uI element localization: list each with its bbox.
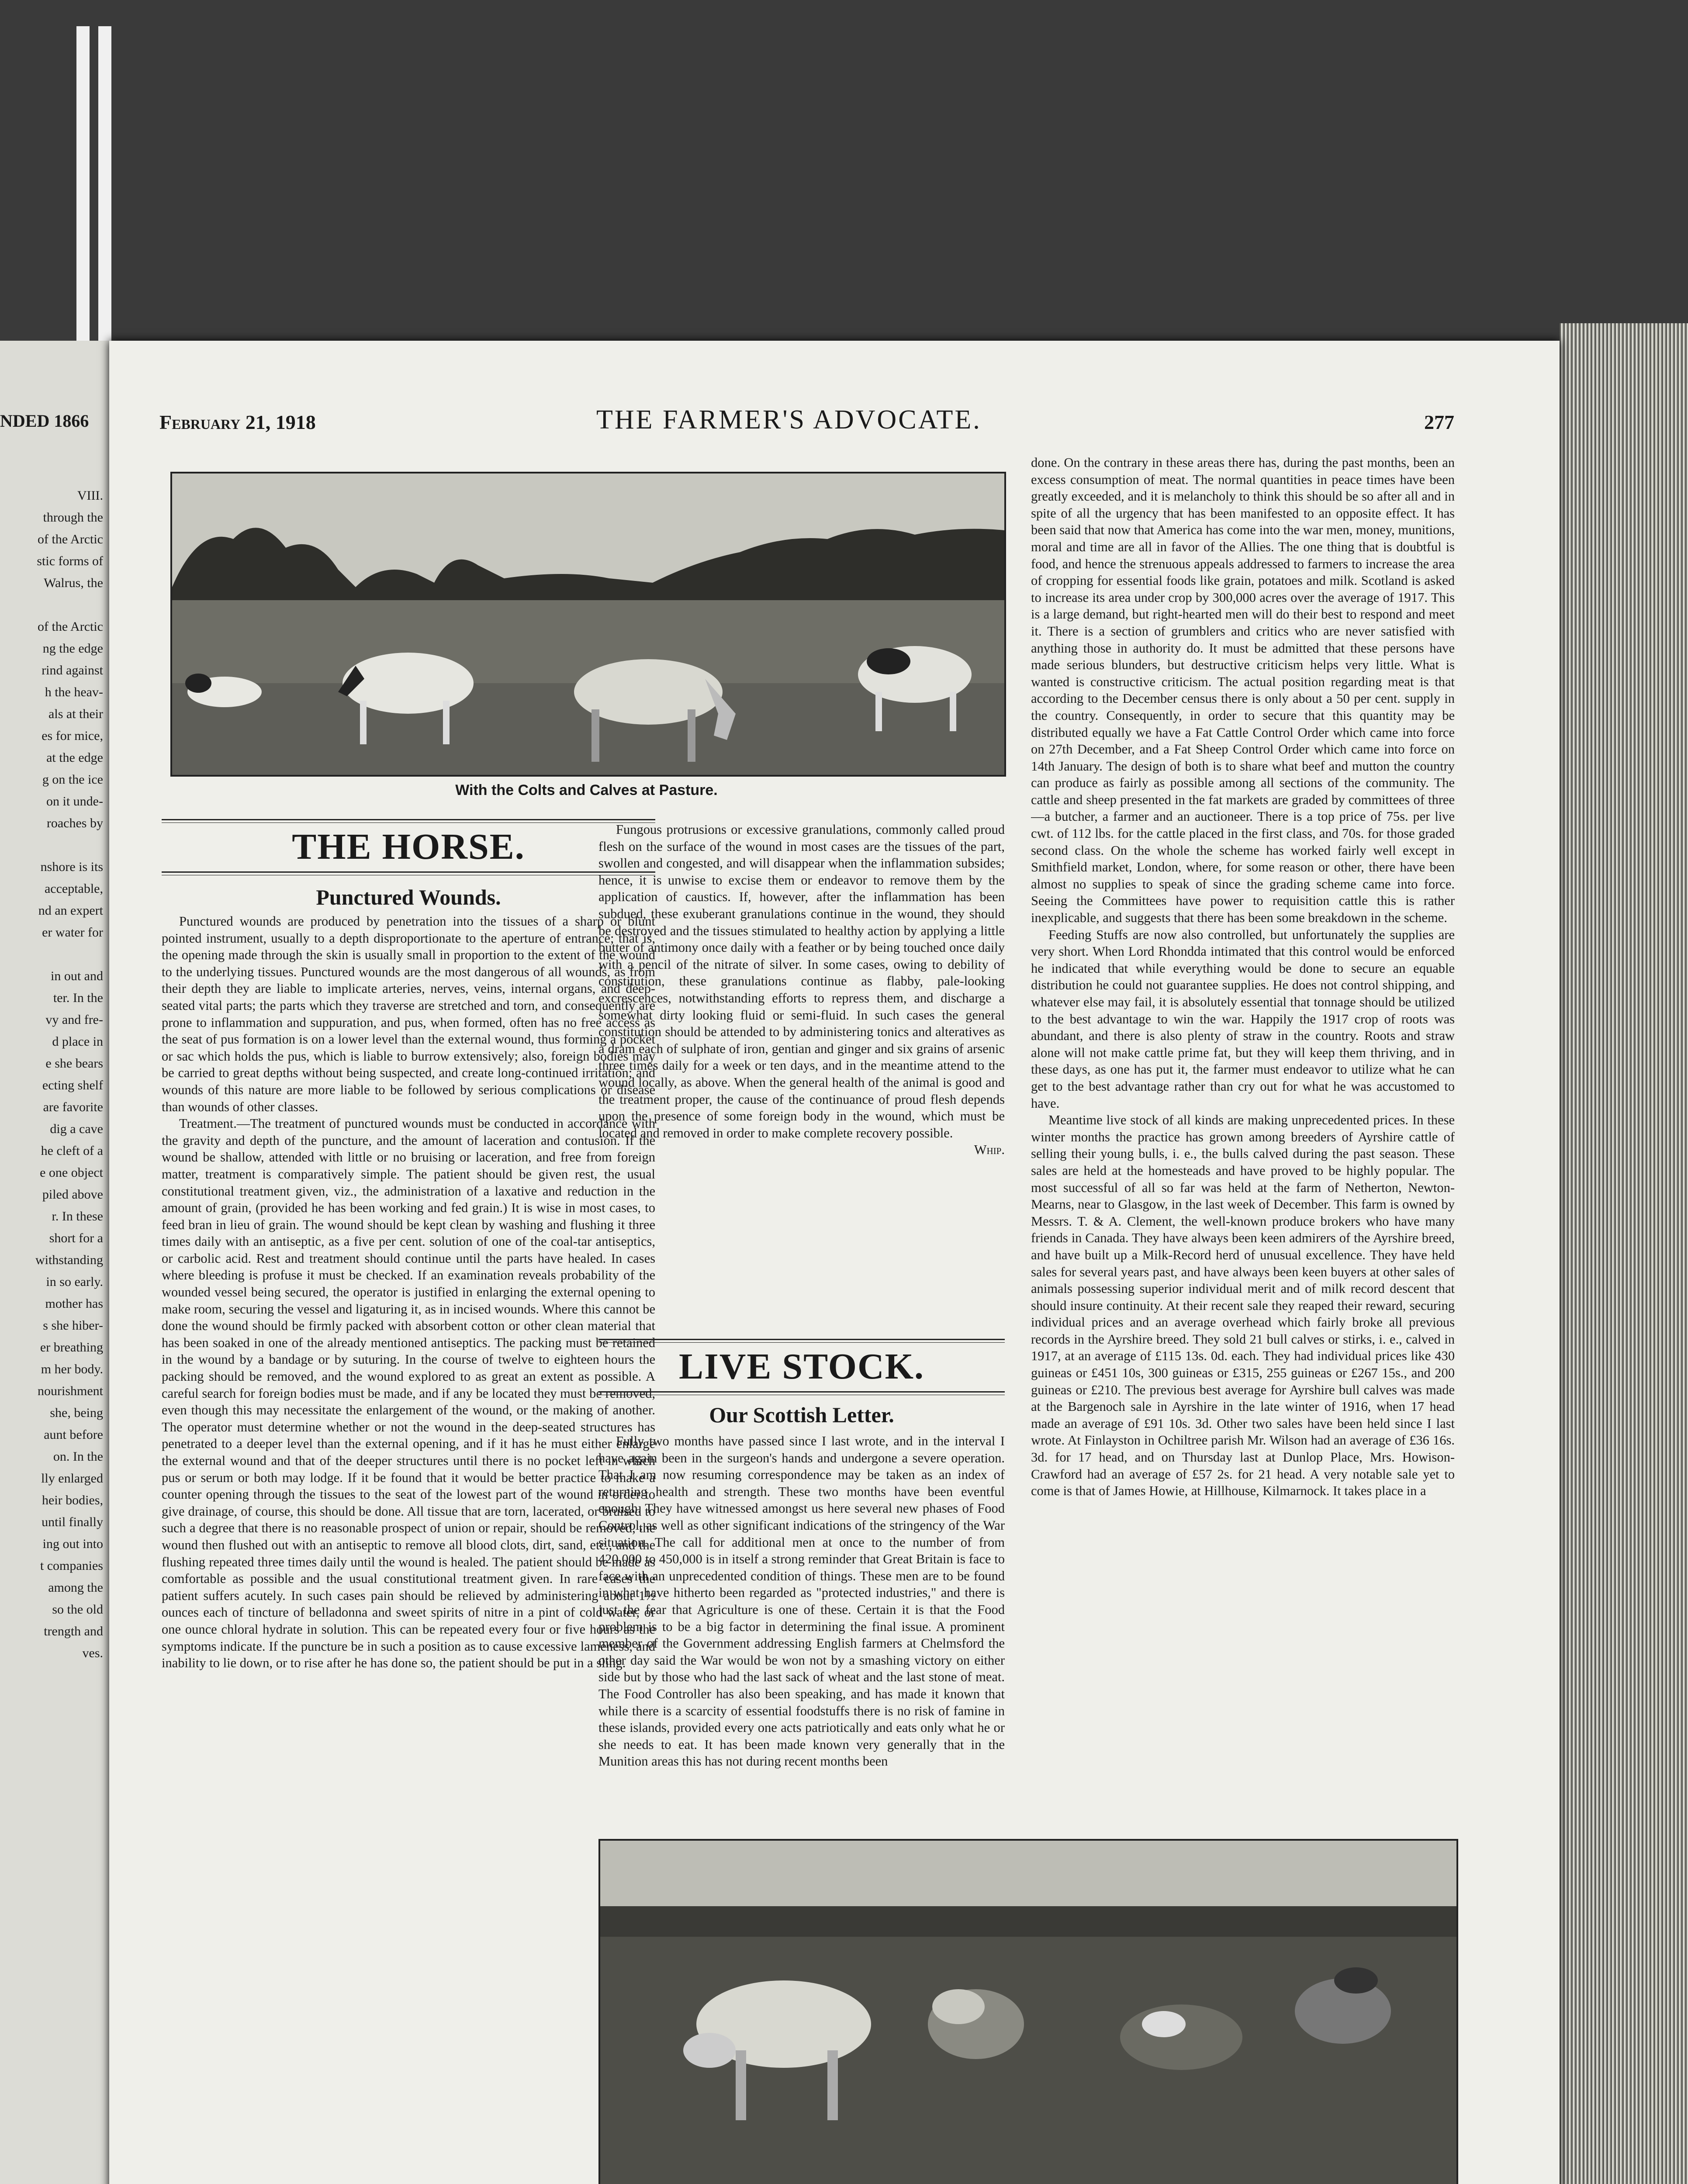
- left-page-line: nshore is its: [40, 860, 103, 874]
- horse-signature: Whip.: [974, 1142, 1005, 1158]
- background-top: [0, 0, 1688, 341]
- left-page-line: aunt before: [44, 1427, 103, 1442]
- horse-column-1: [162, 913, 655, 2184]
- left-page-line: withstanding: [35, 1253, 103, 1267]
- book-page-edges: [1560, 323, 1688, 2184]
- left-page-line: trength and: [44, 1624, 103, 1638]
- masthead-title: THE FARMER'S ADVOCATE.: [596, 405, 982, 435]
- left-page-line: dig a cave: [50, 1122, 103, 1136]
- left-page-line: e she bears: [45, 1056, 103, 1071]
- left-page-line: on. In the: [53, 1449, 103, 1464]
- left-page-line: er breathing: [40, 1340, 103, 1355]
- left-page-line: Walrus, the: [44, 576, 103, 590]
- left-page-line: acceptable,: [44, 881, 103, 896]
- livestock-paragraph-1: Fully two months have passed since I last wrote, and in the interval I have again been in the surgeon's hands and undergone a severe operation. That I am now resuming correspondence may be taken as an index of returning health and strength. These two months have been eventful enough. They have witnessed amongst us here several new phases of Food Control, as well as other significant indications of the stringency of the War situation. The call for additional men at once to the number of from 420,000 to 450,000 is in itself a strong reminder that Great Britain is face to face with an unprecedented condition of things. These men are to be found in what have hitherto been regarded as "protected industries," and there is just the fear that Agriculture is one of these. Certain it is that the Food problem is to be a big factor in determining the final issue. A prominent member of the Government addressing English farmers at Chelmsford the other day said the War would be won not by a smashing victory on either side but by those who had the last sack of wheat and the last stone of meat. The Food Controller has also been speaking, and has made it known that while there is a scarcity of essential foodstuffs there is no risk of famine in these islands, provided every one acts patriotically and eats only what he or she needs to eat. It has been made known very generally that in the Munition areas this has not during recent months been: [598, 1434, 1005, 1769]
- left-page-fragment: [0, 341, 109, 2184]
- left-page-line: ecting shelf: [42, 1078, 103, 1092]
- horse-section-title: THE HORSE.: [292, 826, 525, 867]
- left-page-line: in out and: [51, 969, 103, 983]
- left-page-line: ng the edge: [42, 641, 103, 656]
- left-page-line: s she hiber-: [43, 1318, 103, 1333]
- left-page-line: VIII.: [77, 488, 103, 503]
- newspaper-page: [109, 341, 1560, 2184]
- livestock-subtitle: Our Scottish Letter.: [709, 1403, 894, 1427]
- left-page-line: rind against: [42, 663, 103, 677]
- left-page-header: NDED 1866: [0, 411, 89, 431]
- left-page-line: so the old: [52, 1602, 103, 1617]
- left-page-line: of the Arctic: [38, 619, 103, 634]
- left-page-line: until finally: [42, 1515, 103, 1529]
- page-number: 277: [1424, 411, 1454, 433]
- left-page-line: [0, 594, 103, 616]
- left-page-line: in so early.: [46, 1275, 103, 1289]
- left-page-line: r. In these: [52, 1209, 103, 1223]
- horse-paragraph-2: Treatment.—The treatment of punctured wounds must be conducted in accordance with the gravity and depth of the puncture, and the amount of laceration and contusion. If the wound be shallow, attended with little or no bruising or laceration, and free from foreign matter, treatment is comparatively simple. The patient should be given rest, the usual constitutional treatment given, viz., the administration of a laxative and reduction in the amount of grain, (provided he has been working and fed grain.) It is wise in most cases, to feed bran in lieu of grain. The wound should be kept clean by washing and flushing it three times daily with an antiseptic, as a five per cent. solution of one of the coal-tar antiseptics, or carbolic acid. Rest and treatment should continue until the parts have healed. In cases where bleeding is profuse it must be checked. If an examination reveals probability of the wounded vessel being secured, the operator is justified in enlarging the external opening to make room, securing the vessel and ligaturing it, as in incised wounds. Where this cannot be done the wound should be firmly packed with absorbent cotton or other clean material that has been soaked in one of the already mentioned antiseptics. The packing must be retained in the wound by a bandage or by suturing. In the course of twelve to eighteen hours the packing should be removed, and the wound explored to as great an extent as possible. A careful search for foreign bodies must be made, and if any be located they must be removed, even though this may necessitate the enlargement of the wound, or the making of another. The operator must determine whether or not the wound in the deep-seated structures has penetrated to a deeper level than the external opening, and if it has he must either enlarge the external wound and that of the deeper structures until there is no pocket left in which pus or serum or both may lodge. If it be found that it would be better practice to make a counter opening through the tissues to the seat of the lowest part of the wound in order to give drainage, of course, this should be done. All tissue that are torn, lacerated, or bruised to such a degree that there is no reasonable prospect of union or repair, should be removed, the wound then flushed out with an antiseptic to remove all blood clots, dirt, sand, etc., and the flushing repeated three times daily until the wound is healed. The patient should be made as comfortable as possible and the usual constitutional treatment given. In rare cases the patient suffers acutely. In such cases pain should be relieved by administering about 1½ ounces each of tincture of belladonna and sweet spirits of nitre in a pint of cold water, or one ounce chloral hydrate in solution. This can be repeated every four or five hours as the symptoms indicate. If the puncture be in such a position as to cause excessive lameness, and inability to lie down, or to rise after he has done so, the patient should be put in a sling.: [162, 1116, 655, 1671]
- left-page-line: through the: [43, 510, 103, 525]
- left-page-line: mother has: [45, 1296, 103, 1311]
- livestock-paragraph-4: Meantime live stock of all kinds are making unprecedented prices. In these winter months the practice has grown among breeders of Ayrshire cattle of selling their young bulls, i. e., the bulls calved during the past season. These sales are held at the homesteads and have proved to be highly popular. The most successful of all so far was held at the farm of Netherton, Newton-Mearns, near to Glasgow, in the last week of December. This farm is owned by Messrs. T. & A. Clement, the well-known produce brokers who have many friends in Canada. They have always been keen admirers of the Ayrshire breed, and have built up a Milk-Record herd of unusual excellence. They have held sales for several years past, and have always been keen buyers at other sales of animals possessing superior individual merit and of milk record descent that should insure continuity. At their recent sale they reaped their reward, securing individual prices and an average overhead which fairly broke all previous records in the Ayrshire breed. They sold 21 bull calves or stirks, i. e., calved in 1917, at an average of £115 13s. 0d. each. They had individual prices like 430 guineas or £451 10s, 300 guineas or £315, 255 guineas or £267 15s., and 200 guineas or £210. The previous best average for Ayrshire bull calves was made at the Bargenoch sale in Ayrshire in the late winter of 1916, when 17 head made an average of £91 10s. 3d. Other two sales have been held since I last wrote. At Finlayston in Ochiltree parish Mr. Wilson had an average of £36 16s. 3d. for 17 head, and on Thursday last at Dunlop Place, Mrs. Howison-Crawford had an average of £57 2s. for 21 head. A very notable sale yet to come is that of James Howie, at Hillhouse, Kilmarnock. It takes place in a: [1031, 1113, 1455, 1499]
- left-page-line: roaches by: [46, 816, 103, 830]
- left-page-line: nd an expert: [38, 903, 103, 918]
- binding-bar-1: [76, 26, 90, 358]
- horse-top-rule: [162, 819, 655, 823]
- left-page-line: [0, 834, 103, 856]
- left-page-line: h the heav-: [45, 685, 103, 699]
- left-page-line: piled above: [42, 1187, 103, 1202]
- left-page-line: short for a: [49, 1231, 103, 1245]
- livestock-paragraph-3: Feeding Stuffs are now also controlled, but unfortunately the supplies are very short. When Lord Rhondda intimated that this control would be enforced he indicated that while everything would be done to secure an equable distribution he could not guarantee supplies. He does not control shipping, and whatever else may fail, it is absolutely essential that tonnage should be utilized to the best advantage to win the war. Happily the 1917 crop of roots was abundant, and there is also plenty of straw in the country. Roots and straw alone will not make cattle prime fat, but they will keep them thriving, and in these days, as one has put it, the farmer must endeavor to utilize what he can get to the best advantage rather than cry out for what he was accustomed to have.: [1031, 927, 1455, 1111]
- left-page-line: heir bodies,: [42, 1493, 103, 1507]
- horse-subtitle: Punctured Wounds.: [316, 885, 501, 909]
- binding-bar-2: [98, 26, 111, 358]
- left-page-line: es for mice,: [42, 729, 103, 743]
- photo-cattle-type: [598, 1839, 1458, 2184]
- livestock-top-rule: [598, 1339, 1005, 1343]
- livestock-section-title: LIVE STOCK.: [679, 1346, 924, 1387]
- left-page-line: d place in: [52, 1034, 103, 1049]
- left-page-line: he cleft of a: [41, 1144, 103, 1158]
- horse-paragraph-1: Punctured wounds are produced by penetration into the tissues of a sharp or blunt pointed instrument, usually to a depth disproportionate to the aperture of entrance; that is, the opening made through the skin is usually small in proportion to the extent of the wound to the underlying tissues. Punctured wounds are the most dangerous of all wounds, as from their depth they are liable to implicate arteries, nerves, veins, internal organs, and deep-seated vital parts; the parts which they traverse are stretched and torn, and consequently are prone to inflammation and suppuration, and pus, when formed, often has no free access as the seat of pus formation is on a lower level than the external wound, thus forming a pocket or sac which holds the pus, which is liable to burrow extensively; also, foreign bodies may be carried to great depths without being suspected, and create long-continued irritation; and wounds of this nature are more liable to be followed by serious complications or disease than wounds of other classes.: [162, 914, 655, 1114]
- left-page-line: are favorite: [43, 1100, 103, 1114]
- left-page-line: als at their: [48, 707, 103, 721]
- left-page-line: ter. In the: [53, 991, 103, 1005]
- cattle-illustration: [600, 1841, 1456, 2184]
- left-page-line: nourishment: [38, 1384, 103, 1398]
- pasture-illustration: [172, 473, 1004, 775]
- livestock-bottom-rule: [598, 1391, 1005, 1395]
- left-page-line: at the edge: [46, 750, 103, 765]
- left-page-line: t companies: [40, 1559, 103, 1573]
- photo-colts-calves: [170, 472, 1006, 777]
- issue-date: February 21, 1918: [159, 411, 316, 433]
- left-page-line: vy and fre-: [45, 1013, 103, 1027]
- livestock-paragraph-2: done. On the contrary in these areas there has, during the past months, been an excess consumption of meat. The normal quantities in peace times have been greatly exceeded, and it is melancholy to think this should be so after all and in spite of all the urgency that has been manifested to an opposite effect. It has been said that now that America has come into the war men, money, munitions, moral and time are all in favor of the Allies. The one thing that is doubtful is food, and hence the strenuous appeals addressed to farmers to increase the area of cropping for essential foods like grain, potatoes and milk. Scotland is asked to increase its area under crop by 300,000 acres over the average of 1917. This is a large demand, but right-hearted men will do their best to respond and meet it. There is a section of grumblers and critics who are never satisfied with anything those in authority do. It must be admitted that these persons have made serious blunders, but destructive criticism helps very little. What is wanted is constructive criticism. The actual position regarding meat is that according to the December census there is only about a 50 per cent. supply in the country. Consequently, in order to secure that this quantity may be distributed equally we have a Fat Cattle Control Order which came into force on 27th December, and a Fat Sheep Control Order which came into force on 14th January. The design of both is to share what beef and mutton the country can produce as fairly as possible among all sections of the community. The cattle and sheep presented in the fat markets are graded by committees of three—a butcher, a farmer and an auctioneer. There is a top price of 75s. per live cwt. of 112 lbs. for the cattle placed in the first class, and 70s. for those graded second class. On the whole the scheme has worked fairly well except in Smithfield market, London, where, for some reason or other, there have been almost no supplies to speak of since the grading scheme came into force. Seeing the Committees have power to requisition cattle this is rather inexplicable, and suggests that there has been some breakdown in the scheme.: [1031, 455, 1455, 926]
- horse-bottom-rule: [162, 871, 655, 875]
- left-page-line: on it unde-: [46, 794, 103, 809]
- left-page-line: ing out into: [42, 1537, 103, 1551]
- left-page-line: lly enlarged: [41, 1471, 103, 1486]
- left-page-text: [0, 485, 109, 1664]
- left-page-line: g on the ice: [42, 772, 103, 787]
- top-photo-caption: With the Colts and Calves at Pasture.: [455, 782, 718, 798]
- left-page-line: ves.: [82, 1646, 103, 1660]
- left-page-line: of the Arctic: [38, 532, 103, 546]
- left-page-line: among the: [48, 1580, 103, 1595]
- horse-paragraph-3: Fungous protrusions or excessive granulations, commonly called proud flesh on the surface of the wound in most cases are the tissues of the part, swollen and congested, and will disappear when the inflammation subsides; hence, it is unwise to excise them or endeavor to remove them by the application of caustics. If, however, after the inflammation has been subdued, these exuberant granulations continue in the wound, they should be destroyed and the tissues stimulated to healthy action by applying a little butter of antimony once daily with a feather or by being touched once daily with a pencil of the nitrate of silver. In some cases, owing to debility of constitution, these granulations continue as flabby, pale-looking excrescences, notwithstanding efforts to repress them, and discharge a somewhat dirty looking fluid or semi-fluid. In such cases the general constitution should be attended to by administering tonics and alteratives as a dram each of sulphate of iron, gentian and ginger and six grains of arsenic three times daily for a week or ten days, and in the meantime attend to the wound locally, as above. When the general health of the animal is good and the treatment proper, the cause of the continuance of proud flesh depends upon the presence of some foreign body in the wound, which must be located and removed in order to make complete recovery possible.: [598, 822, 1005, 1140]
- left-page-line: e one object: [40, 1165, 103, 1180]
- left-page-line: [0, 943, 103, 965]
- left-page-line: m her body.: [41, 1362, 103, 1376]
- left-page-line: er water for: [42, 925, 103, 940]
- left-page-line: stic forms of: [37, 554, 103, 568]
- left-page-line: she, being: [50, 1406, 103, 1420]
